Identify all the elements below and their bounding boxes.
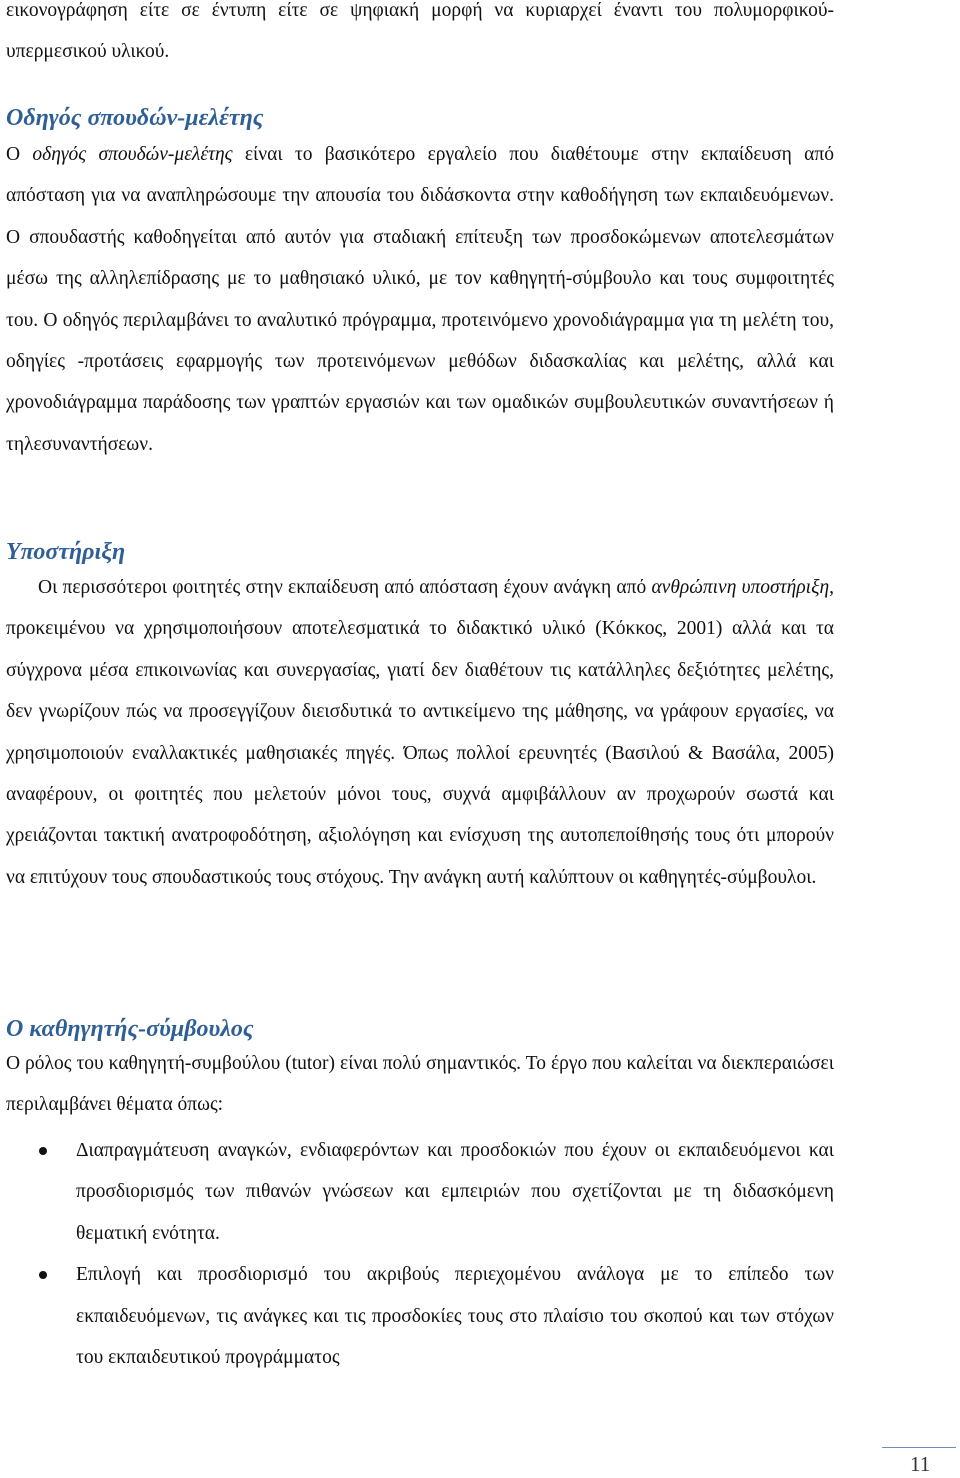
list-item-text: Επιλογή και προσδιορισμό του ακριβούς περιεχομένου ανάλογα με το επίπεδο των εκπαιδευόμενων, τις ανάγκες και τις προσδοκίες τους στο πλαίσιο του σκοπού και των στόχων του εκπαιδευτικού προγράμματος (76, 1264, 834, 1369)
study-guide-text-rest: είναι το βασικότερο εργαλείο που διαθέτουμε στην εκπαίδευση από απόσταση για να αναπληρώσουμε την απουσία του διδάσκοντα στην καθοδήγηση των εκπαιδευόμενων. Ο σπουδαστής καθοδηγείται από αυτόν για σταδιακή επίτευξη των προσδοκώμενων αποτελεσμάτων μέσω της αλληλεπίδρασης με το μαθησιακό υλικό, με τον καθηγητή-σύμβουλο και τους συμφοιτητές του. Ο οδηγός περιλαμβάνει το αναλυτικό πρόγραμμα, προτεινόμενο χρονοδιάγραμμα για τη μελέτη του, οδηγίες -προτάσεις εφαρμογής των προτεινόμενων μεθόδων διδασκαλίας και μελέτης, αλλά και χρονοδιάγραμμα παράδοσης των γραπτών εργασιών και των ομαδικών συμβουλευτικών συναντήσεων ή τηλεσυναντήσεων. (6, 144, 834, 455)
bullet-icon (39, 1147, 47, 1155)
heading-study-guide: Οδηγός σπουδών-μελέτης (6, 105, 264, 131)
support-text-start: Οι περισσότεροι φοιτητές στην εκπαίδευση από απόσταση έχουν ανάγκη από (38, 577, 652, 598)
support-text-rest: , προκειμένου να χρησιμοποιήσουν αποτελεσματικά το διδακτικό υλικό (Κόκκος, 2001) αλλά και τα σύγχρονα μέσα επικοινωνίας και συνεργασίας, γιατί δεν διαθέτουν τις κατάλληλες δεξιότητες μελέτης, δεν γνωρίζουν πώς να προσεγγίζουν διεισδυτικά το αντικείμενο της μάθησης, να γράφουν εργασίες, να χρησιμοποιούν εναλλακτικές μαθησιακές πηγές. Όπως πολλοί ερευνητές (Βασιλού & Βασάλα, 2005) αναφέρουν, οι φοιτητές που μελετούν μόνοι τους, συχνά αμφιβάλλουν αν προχωρούν σωστά και χρειάζονται τακτική ανατροφοδότηση, αξιολόγηση και ενίσχυση της αυτοπεποίθησής τους ότι μπορούν να επιτύχουν τους σπουδαστικούς τους στόχους. Την ανάγκη αυτή καλύπτουν οι καθηγητές-σύμβουλοι. (6, 577, 834, 888)
tutor-paragraph: Ο ρόλος του καθηγητή-συμβούλου (tutor) είναι πολύ σημαντικός. Το έργο που καλείται να διεκπεραιώσει περιλαμβάνει θέματα όπως: (6, 1053, 834, 1116)
bullet-icon (39, 1271, 47, 1279)
support-emphasis: ανθρώπινη υποστήριξη (651, 577, 830, 598)
list-item (6, 1130, 834, 1254)
support-paragraph (6, 567, 834, 898)
study-guide-emphasis: οδηγός σπουδών-μελέτης (32, 144, 233, 165)
heading-support: Υποστήριξη (6, 539, 126, 565)
study-guide-paragraph (6, 134, 834, 465)
study-guide-text-start: Ο (6, 144, 33, 165)
heading-tutor: Ο καθηγητής-σύμβουλος (6, 1016, 254, 1042)
tutor-tasks-list (6, 1130, 834, 1378)
intro-paragraph: εικονογράφηση είτε σε έντυπη είτε σε ψηφιακή μορφή να κυριαρχεί έναντι του πολυμορφικού-υπερμεσικού υλικού. (6, 0, 834, 63)
footer-rule (882, 1447, 956, 1448)
page-number: 11 (910, 1452, 931, 1476)
list-item (6, 1254, 834, 1378)
list-item-text: Διαπραγμάτευση αναγκών, ενδιαφερόντων και προσδοκιών που έχουν οι εκπαιδευόμενοι και προσδιορισμός των πιθανών γνώσεων και εμπειριών που σχετίζονται με τη διδασκόμενη θεματική ενότητα. (76, 1140, 834, 1244)
